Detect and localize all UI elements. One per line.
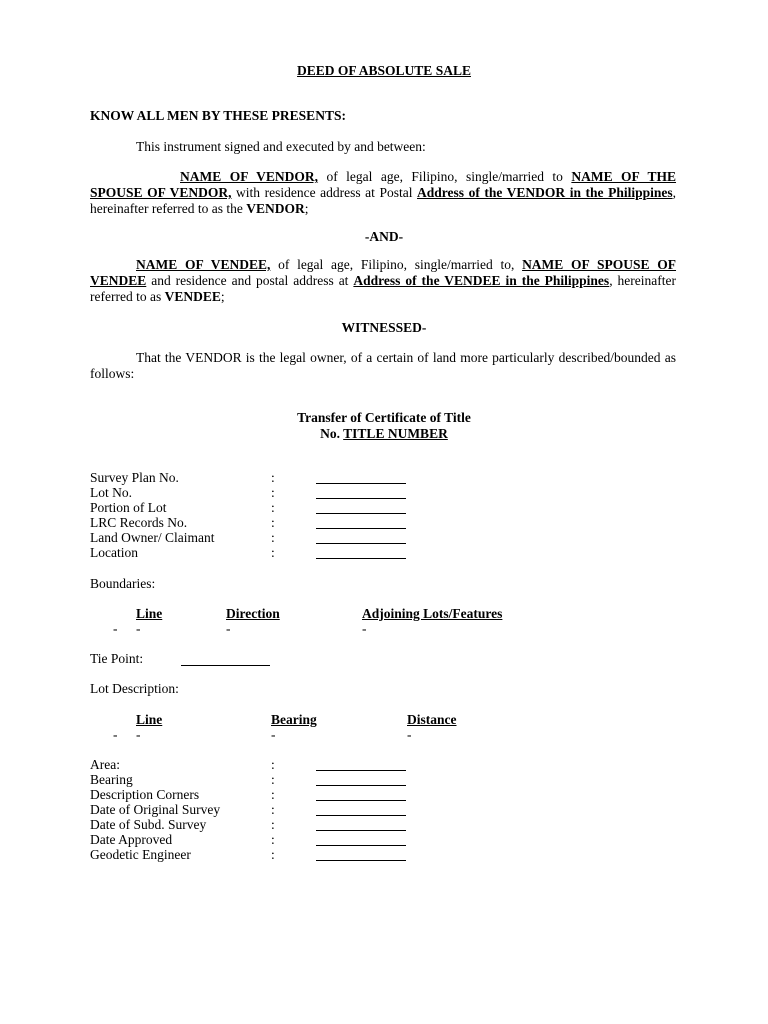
survey-field-blank[interactable] — [316, 498, 406, 499]
area-field-label: Bearing — [90, 772, 133, 787]
vendor-label: VENDOR — [246, 201, 305, 216]
survey-field-colon: : — [271, 470, 275, 485]
survey-field-blank[interactable] — [316, 558, 406, 559]
vendor-spouse-name: NAME OF THE SPOUSE OF VENDOR, — [90, 169, 677, 200]
vendor-text-2: with residence address at Postal — [231, 185, 418, 200]
area-field-blank[interactable] — [316, 800, 406, 801]
lot-row-distance: - — [407, 727, 412, 742]
lot-description-label: Lot Description: — [90, 681, 179, 696]
owner-paragraph: That the VENDOR is the legal owner, of a certain of land more particularly described/bounded as follows: — [90, 350, 676, 381]
title-number: TITLE NUMBER — [343, 426, 448, 441]
vendee-text-1: of legal age, Filipino, single/married to, — [270, 257, 523, 272]
boundaries-row-dash: - — [113, 621, 118, 636]
vendor-text-1: of legal age, Filipino, single/married to — [318, 169, 572, 184]
boundaries-header-adjoining: Adjoining Lots/Features — [362, 606, 503, 621]
area-field-blank[interactable] — [316, 770, 406, 771]
survey-field-label: Location — [90, 545, 138, 560]
lot-header-bearing: Bearing — [271, 712, 317, 727]
area-field-blank[interactable] — [316, 830, 406, 831]
lot-header-distance: Distance — [407, 712, 457, 727]
survey-field-label: Survey Plan No. — [90, 470, 179, 485]
vendee-text-2: and residence and postal address at — [146, 273, 354, 288]
survey-field-blank[interactable] — [316, 528, 406, 529]
vendor-text-4: ; — [304, 201, 309, 216]
boundaries-label: Boundaries: — [90, 576, 156, 591]
know-all-heading: KNOW ALL MEN BY THESE PRESENTS: — [90, 108, 346, 123]
lot-row-line: - — [136, 727, 141, 742]
survey-field-blank[interactable] — [316, 543, 406, 544]
area-field-colon: : — [271, 757, 275, 772]
boundaries-header-line: Line — [136, 606, 163, 621]
area-field-colon: : — [271, 817, 275, 832]
vendee-spouse-name: NAME OF SPOUSE OF VENDEE — [90, 257, 677, 288]
area-field-label: Date of Original Survey — [90, 802, 221, 817]
vendee-text-3: , hereinafter referred to as — [90, 273, 676, 304]
vendor-paragraph — [90, 169, 676, 217]
area-field-blank[interactable] — [316, 815, 406, 816]
area-field-label: Date of Subd. Survey — [90, 817, 207, 832]
area-field-colon: : — [271, 832, 275, 847]
lot-row-dash: - — [113, 727, 118, 742]
vendor-address: Address of the VENDOR in the Philippines — [417, 185, 673, 200]
survey-field-label: LRC Records No. — [90, 515, 188, 530]
area-field-label: Geodetic Engineer — [90, 847, 191, 862]
area-field-label: Description Corners — [90, 787, 200, 802]
survey-field-label: Lot No. — [90, 485, 132, 500]
tie-point-blank[interactable] — [181, 665, 270, 666]
boundaries-row-line: - — [136, 621, 141, 636]
vendee-name: NAME OF VENDEE, — [136, 257, 271, 272]
vendor-name: NAME OF VENDOR, — [180, 169, 319, 184]
boundaries-row-direction: - — [226, 621, 231, 636]
survey-field-colon: : — [271, 500, 275, 515]
area-field-blank[interactable] — [316, 785, 406, 786]
area-field-blank[interactable] — [316, 845, 406, 846]
survey-field-blank[interactable] — [316, 513, 406, 514]
tct-number-line — [0, 426, 768, 442]
tct-no-label: No. — [320, 426, 344, 441]
lot-header-line: Line — [136, 712, 163, 727]
document-title: DEED OF ABSOLUTE SALE — [297, 63, 471, 78]
intro-text: This instrument signed and executed by and between: — [136, 139, 426, 154]
survey-field-blank[interactable] — [316, 483, 406, 484]
tie-point-label: Tie Point: — [90, 651, 144, 666]
boundaries-header-direction: Direction — [226, 606, 280, 621]
vendee-label: VENDEE — [164, 289, 221, 304]
vendee-paragraph — [90, 257, 676, 305]
survey-field-colon: : — [271, 530, 275, 545]
survey-field-label: Portion of Lot — [90, 500, 167, 515]
survey-field-colon: : — [271, 485, 275, 500]
survey-field-label: Land Owner/ Claimant — [90, 530, 215, 545]
area-field-colon: : — [271, 802, 275, 817]
area-field-blank[interactable] — [316, 860, 406, 861]
survey-field-colon: : — [271, 545, 275, 560]
vendee-text-4: ; — [220, 289, 225, 304]
lot-row-bearing: - — [271, 727, 276, 742]
vendee-address: Address of the VENDEE in the Philippines — [353, 273, 610, 288]
area-field-colon: : — [271, 787, 275, 802]
boundaries-row-adjoining: - — [362, 621, 367, 636]
tct-heading: Transfer of Certificate of Title — [297, 410, 471, 425]
area-field-colon: : — [271, 772, 275, 787]
witnessed-heading: WITNESSED- — [341, 320, 427, 335]
area-field-colon: : — [271, 847, 275, 862]
survey-field-colon: : — [271, 515, 275, 530]
vendor-text-3: , hereinafter referred to as the — [90, 185, 676, 216]
area-field-label: Area: — [90, 757, 120, 772]
area-field-label: Date Approved — [90, 832, 173, 847]
and-separator: -AND- — [364, 229, 404, 244]
